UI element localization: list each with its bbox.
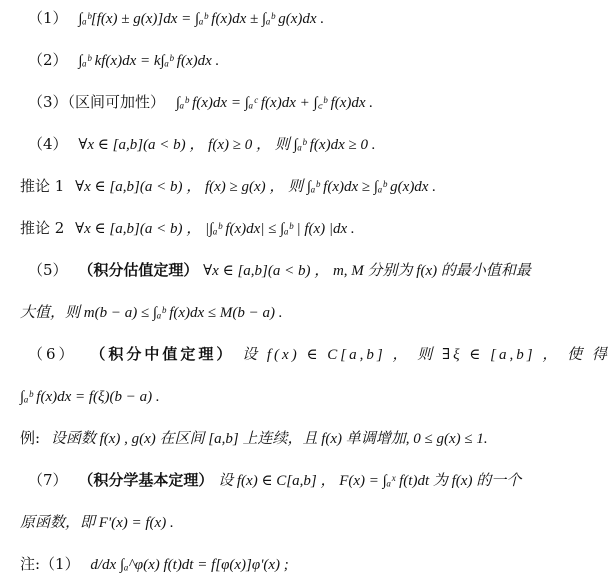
- line-3: [0, 92, 616, 113]
- line-7-theorem-name: （积分估值定理）: [78, 261, 199, 279]
- line-3-formula: ∫ₐᵇ f(x)dx = ∫ₐᶜ f(x)dx + ∫꜀ᵇ f(x)dx .: [175, 95, 374, 111]
- line-4-formula: ∀x ∈ [a,b](a < b) ， f(x) ≥ 0 ， 则 ∫ₐᵇ f(x)dx ≥ 0 .: [78, 137, 376, 153]
- line-12-label: （7）: [28, 471, 68, 489]
- line-1-label: （1）: [28, 9, 68, 27]
- line-2: [0, 50, 616, 71]
- line-12: [0, 470, 616, 491]
- line-2-formula: ∫ₐᵇ kf(x)dx = k∫ₐᵇ f(x)dx .: [78, 53, 220, 69]
- line-3-label: （3）（区间可加性）: [28, 93, 166, 111]
- line-14-formula: d/dx ∫ₐ^φ(x) f(t)dt = f[φ(x)]φ'(x) ;: [90, 557, 289, 573]
- line-7-label: （5）: [28, 261, 68, 279]
- line-10: [0, 386, 616, 407]
- line-14-label: 注:（1）: [20, 555, 80, 573]
- line-13: [0, 512, 616, 533]
- line-5-label: 推论 1: [20, 177, 65, 195]
- line-10-formula: ∫ₐᵇ f(x)dx = f(ξ)(b − a) .: [20, 389, 160, 405]
- line-6: [0, 218, 616, 239]
- line-2-label: （2）: [28, 51, 68, 69]
- line-5-formula: ∀x ∈ [a,b](a < b) ， f(x) ≥ g(x) ， 则 ∫ₐᵇ f(x)dx ≥ ∫ₐᵇ g(x)dx .: [75, 179, 436, 195]
- line-1: [0, 8, 616, 29]
- line-9: [0, 344, 616, 365]
- line-1-formula: ∫ₐᵇ[f(x) ± g(x)]dx = ∫ₐᵇ f(x)dx ± ∫ₐᵇ g(x)dx .: [78, 11, 325, 27]
- line-11-formula: 设函数 f(x) , g(x) 在区间 [a,b] 上连续，且 f(x) 单调增加, 0 ≤ g(x) ≤ 1.: [50, 431, 488, 447]
- line-5: [0, 176, 616, 197]
- line-12-theorem-name: （积分学基本定理）: [78, 471, 214, 489]
- line-12-formula: 设 f(x) ∈ C[a,b] ， F(x) = ∫ₐˣ f(t)dt 为 f(x) 的一个: [218, 473, 522, 489]
- line-7: [0, 260, 616, 281]
- line-8-formula: 大值，则 m(b − a) ≤ ∫ₐᵇ f(x)dx ≤ M(b − a) .: [20, 305, 283, 321]
- line-9-label: （6）: [28, 345, 77, 363]
- line-6-label: 推论 2: [20, 219, 65, 237]
- line-9-theorem-name: （积分中值定理）: [90, 345, 235, 363]
- line-14: [0, 554, 616, 575]
- line-9-formula: 设 f(x) ∈ C[a,b] ， 则 ∃ξ ∈ [a,b] ， 使 得: [242, 347, 610, 363]
- line-6-formula: ∀x ∈ [a,b](a < b) ， |∫ₐᵇ f(x)dx| ≤ ∫ₐᵇ | f(x) |dx .: [75, 221, 355, 237]
- line-7-formula: ∀x ∈ [a,b](a < b) ， m, M 分别为 f(x) 的最小值和最: [203, 263, 531, 279]
- line-11-label: 例:: [20, 429, 41, 447]
- line-8: [0, 302, 616, 323]
- line-4-label: （4）: [28, 135, 68, 153]
- line-4: [0, 134, 616, 155]
- line-13-formula: 原函数，即 F'(x) = f(x) .: [20, 515, 174, 531]
- line-11: [0, 428, 616, 449]
